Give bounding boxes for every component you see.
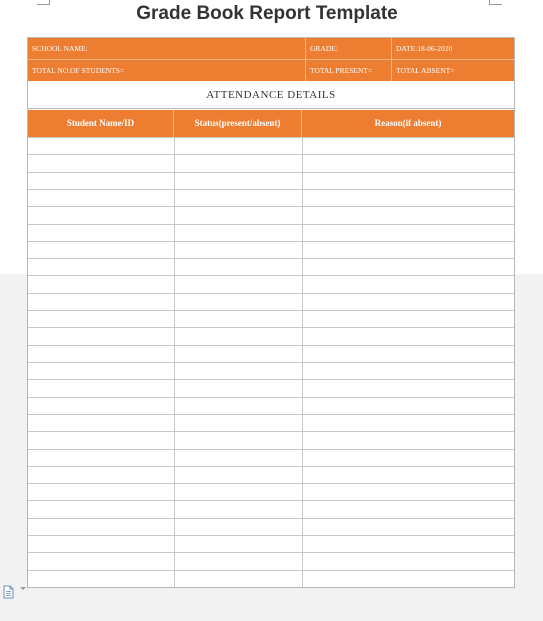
table-row <box>28 189 514 206</box>
table-cell[interactable] <box>302 519 514 536</box>
table-cell[interactable] <box>302 173 514 190</box>
attendance-table-body <box>28 137 514 587</box>
table-row <box>28 327 514 344</box>
table-cell[interactable] <box>302 363 514 380</box>
table-cell[interactable] <box>28 432 174 449</box>
table-cell[interactable] <box>302 276 514 293</box>
school-name-cell[interactable]: SCHOOL NAME: <box>28 38 306 59</box>
table-row <box>28 310 514 327</box>
table-cell[interactable] <box>302 294 514 311</box>
table-cell[interactable] <box>174 190 302 207</box>
table-row <box>28 172 514 189</box>
table-row <box>28 449 514 466</box>
table-cell[interactable] <box>28 259 174 276</box>
table-row <box>28 552 514 569</box>
total-students-cell[interactable]: TOTAL NO.OF STUDENTS= <box>28 60 306 81</box>
table-cell[interactable] <box>174 553 302 570</box>
table-cell[interactable] <box>174 294 302 311</box>
table-cell[interactable] <box>302 207 514 224</box>
table-row <box>28 258 514 275</box>
table-cell[interactable] <box>174 484 302 501</box>
document-icon[interactable] <box>3 585 14 599</box>
table-cell[interactable] <box>28 328 174 345</box>
table-cell[interactable] <box>28 311 174 328</box>
total-absent-cell[interactable]: TOTAL ABSENT= <box>396 66 455 75</box>
table-cell[interactable] <box>302 484 514 501</box>
table-cell[interactable] <box>174 519 302 536</box>
table-cell[interactable] <box>174 259 302 276</box>
table-cell[interactable] <box>174 207 302 224</box>
column-header-status: Status(present/absent) <box>174 110 302 137</box>
table-row <box>28 483 514 500</box>
table-cell[interactable] <box>174 450 302 467</box>
table-row <box>28 466 514 483</box>
table-cell[interactable] <box>174 242 302 259</box>
date-cell[interactable]: DATE:18-06-2020 <box>396 44 453 53</box>
document-title: Grade Book Report Template <box>136 3 398 24</box>
table-cell[interactable] <box>302 380 514 397</box>
table-row <box>28 500 514 517</box>
info-row-school <box>28 38 514 59</box>
table-cell[interactable] <box>28 294 174 311</box>
table-cell[interactable] <box>174 346 302 363</box>
table-cell[interactable] <box>302 450 514 467</box>
table-cell[interactable] <box>302 242 514 259</box>
table-cell[interactable] <box>302 398 514 415</box>
table-row <box>28 431 514 448</box>
table-cell[interactable] <box>302 467 514 484</box>
info-row-totals <box>28 59 514 81</box>
table-cell[interactable] <box>302 225 514 242</box>
table-cell[interactable] <box>28 190 174 207</box>
table-cell[interactable] <box>174 328 302 345</box>
table-cell[interactable] <box>28 467 174 484</box>
table-cell[interactable] <box>28 450 174 467</box>
table-row <box>28 224 514 241</box>
attendance-heading: ATTENDANCE DETAILS <box>28 81 514 109</box>
table-row <box>28 397 514 414</box>
table-cell[interactable] <box>28 155 174 172</box>
table-cell[interactable] <box>302 501 514 518</box>
table-cell[interactable] <box>28 138 174 155</box>
table-header <box>28 110 514 137</box>
table-cell[interactable] <box>174 363 302 380</box>
table-cell[interactable] <box>302 138 514 155</box>
table-row <box>28 275 514 292</box>
table-cell[interactable] <box>28 173 174 190</box>
table-cell[interactable] <box>174 311 302 328</box>
table-row <box>28 414 514 431</box>
table-cell[interactable] <box>174 276 302 293</box>
table-cell[interactable] <box>174 571 302 588</box>
table-cell[interactable] <box>302 311 514 328</box>
table-cell[interactable] <box>174 432 302 449</box>
table-cell[interactable] <box>302 432 514 449</box>
table-cell[interactable] <box>28 346 174 363</box>
table-cell[interactable] <box>302 155 514 172</box>
table-row <box>28 206 514 223</box>
table-cell[interactable] <box>302 571 514 588</box>
attendance-sheet <box>27 37 515 588</box>
table-cell[interactable] <box>28 553 174 570</box>
column-divider <box>302 137 303 587</box>
table-cell[interactable] <box>174 501 302 518</box>
table-cell[interactable] <box>174 173 302 190</box>
table-cell[interactable] <box>302 190 514 207</box>
table-row <box>28 379 514 396</box>
table-row <box>28 241 514 258</box>
table-cell[interactable] <box>28 484 174 501</box>
table-cell[interactable] <box>174 380 302 397</box>
table-cell[interactable] <box>174 225 302 242</box>
table-row <box>28 570 514 587</box>
table-row <box>28 345 514 362</box>
table-row <box>28 362 514 379</box>
table-cell[interactable] <box>28 276 174 293</box>
table-cell[interactable] <box>28 398 174 415</box>
table-cell[interactable] <box>302 346 514 363</box>
table-row <box>28 535 514 552</box>
table-cell[interactable] <box>28 363 174 380</box>
table-cell[interactable] <box>28 380 174 397</box>
table-cell[interactable] <box>174 467 302 484</box>
column-header-reason: Reason(if absent) <box>374 118 442 128</box>
table-cell[interactable] <box>302 328 514 345</box>
table-cell[interactable] <box>174 536 302 553</box>
table-cell[interactable] <box>28 242 174 259</box>
table-cell[interactable] <box>28 571 174 588</box>
table-cell[interactable] <box>28 536 174 553</box>
table-cell[interactable] <box>28 225 174 242</box>
grade-cell[interactable]: GRADE: <box>306 38 392 59</box>
table-cell[interactable] <box>302 536 514 553</box>
table-cell[interactable] <box>174 398 302 415</box>
table-row <box>28 154 514 171</box>
table-row <box>28 293 514 310</box>
table-cell[interactable] <box>174 155 302 172</box>
caret-down-icon[interactable] <box>20 587 26 590</box>
total-present-cell[interactable]: TOTAL PRESENT= <box>306 60 392 81</box>
table-cell[interactable] <box>174 415 302 432</box>
table-row <box>28 137 514 154</box>
table-cell[interactable] <box>302 259 514 276</box>
table-cell[interactable] <box>302 415 514 432</box>
table-cell[interactable] <box>28 415 174 432</box>
table-cell[interactable] <box>28 207 174 224</box>
table-cell[interactable] <box>28 519 174 536</box>
column-divider <box>174 137 175 587</box>
table-cell[interactable] <box>28 501 174 518</box>
table-cell[interactable] <box>302 553 514 570</box>
table-cell[interactable] <box>174 138 302 155</box>
column-header-student: Student Name/ID <box>28 110 174 137</box>
table-row <box>28 518 514 535</box>
